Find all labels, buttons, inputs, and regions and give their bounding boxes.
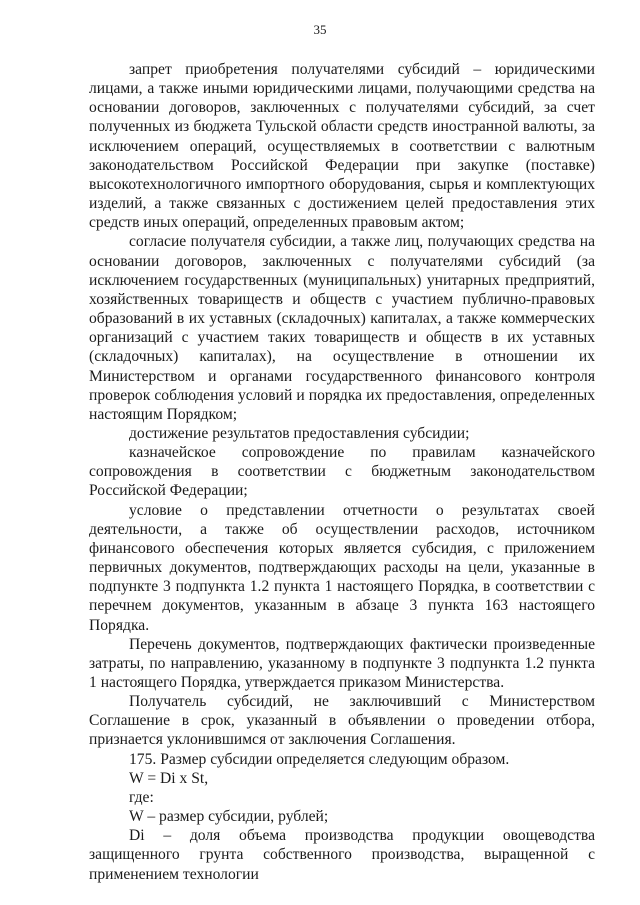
page-number: 35 — [313, 22, 327, 37]
paragraph: Перечень документов, подтверждающих фактически произведенные затраты, по направлению, указанному в подпункте 3 подпункта 1.2 пункта 1 настоящего Порядка, утверждается приказом Министерства. — [89, 635, 595, 691]
formula: W = Di x St, — [129, 769, 209, 787]
formula-where: где: — [129, 788, 154, 806]
paragraph: согласие получателя субсидии, а также лиц, получающих средства на основании договоров, заключенных с получателями субсидий (за исключением государственных (муниципальных) унитарных предприятий, хозяйственных товариществ и обществ с участием публично-правовых образований в их уставных (складочных) капиталах, а также коммерческих организаций с участием таких товариществ и обществ в их уставных (складочных) капиталах), на осуществление в отношении их Министерством и органами государственного финансового контроля проверок соблюдения условий и порядка их предоставления, определенных настоящим Порядком; — [89, 233, 595, 423]
formula-definition-di: Di – доля объема производства продукции овощеводства защищенного грунта собственного производства, выращенной с применением технологии — [89, 827, 595, 883]
paragraph: 175. Размер субсидии определяется следующим образом. — [129, 750, 510, 768]
paragraph: условие о представлении отчетности о результатах своей деятельности, а также об осуществлении расходов, источником финансового обеспечения которых является субсидия, с приложением первичных документов, подтверждающих расходы на цели, указанные в подпункте 3 подпункта 1.2 пункта 1 настоящего Порядка, в соответствии с перечнем документов, указанным в абзаце 3 пункта 163 настоящего Порядка. — [89, 501, 595, 634]
paragraph: достижение результатов предоставления субсидии; — [129, 424, 470, 442]
paragraph: казначейское сопровождение по правилам казначейского сопровождения в соответствии с бюджетным законодательством Российской Федерации; — [89, 444, 595, 500]
paragraph: Получатель субсидий, не заключивший с Министерством Соглашение в срок, указанный в объявлении о проведении отбора, признается уклонившимся от заключения Соглашения. — [89, 693, 595, 749]
paragraph: запрет приобретения получателями субсидий – юридическими лицами, а также иными юридическими лицами, получающими средства на основании договоров, заключенных с получателями субсидий, за счет полученных из бюджета Тульской области средств иностранной валюты, за исключением операций, осуществляемых в соответствии с валютным законодательством Российской Федерации при закупке (поставке) высокотехнологичного импортного оборудования, сырья и комплектующих изделий, а также связанных с достижением целей предоставления этих средств иных операций, определенных правовым актом; — [89, 61, 595, 232]
document-body — [89, 60, 595, 884]
formula-definition-w: W – размер субсидии, рублей; — [129, 808, 329, 826]
